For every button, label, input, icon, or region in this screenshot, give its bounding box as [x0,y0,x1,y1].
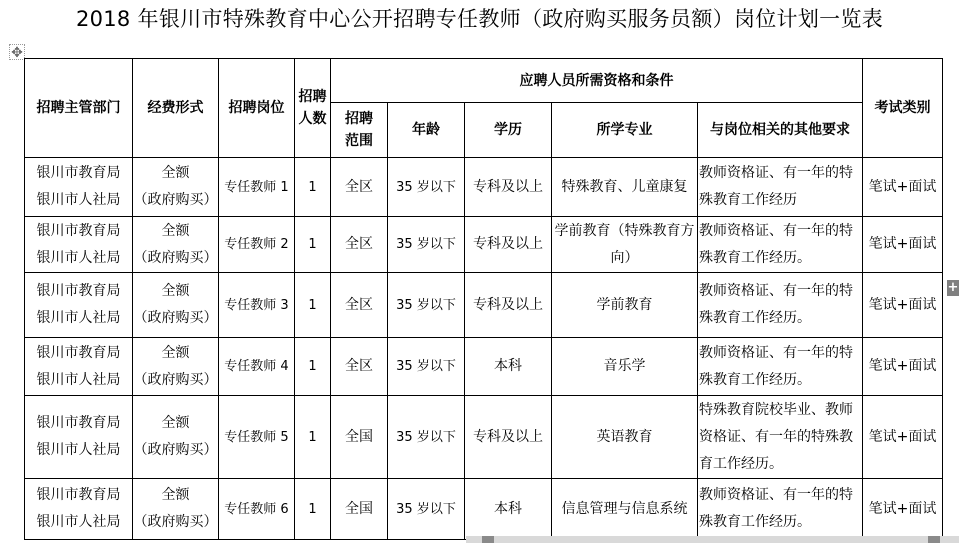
fund-line1: 全额 [161,222,190,239]
major-cell: 学前教育 [552,273,698,338]
dept-cell [25,273,133,338]
major-cell: 音乐学 [552,338,698,396]
edu-cell: 本科 [465,338,552,396]
other-cell: 教师资格证、有一年的特殊教育工作经历。 [698,217,863,273]
header-scope-line1: 招聘 [345,111,373,127]
horizontal-scrollbar[interactable] [466,536,959,543]
exam-cell: 笔试+面试 [863,479,943,540]
fund-line2: （政府购买） [133,192,218,208]
header-qualifications-group: 应聘人员所需资格和条件 [331,59,863,103]
recruitment-plan-table [24,58,943,540]
dept-line2: 银川市人社局 [36,310,121,326]
exam-cell: 笔试+面试 [863,158,943,217]
header-fund: 经费形式 [133,59,219,158]
count-cell: 1 [295,396,331,479]
age-cell: 35 岁以下 [388,217,465,273]
other-cell: 特殊教育院校毕业、教师资格证、有一年的特殊教育工作经历。 [698,396,863,479]
move-handle-icon[interactable]: ✥ [9,44,25,60]
table-row [25,273,943,338]
header-scope [331,103,388,158]
scope-cell: 全区 [331,338,388,396]
header-major: 所学专业 [552,103,698,158]
scope-cell: 全区 [331,158,388,217]
scope-cell: 全国 [331,396,388,479]
fund-line2: （政府购买） [133,249,218,266]
header-count [295,59,331,158]
fund-cell [133,396,219,479]
post-cell: 专任教师 6 [219,479,295,540]
scroll-right-handle[interactable] [928,536,940,543]
other-cell: 教师资格证、有一年的特殊教育工作经历 [698,158,863,217]
dept-cell [25,479,133,540]
exam-cell: 笔试+面试 [863,338,943,396]
fund-cell [133,273,219,338]
exam-cell: 笔试+面试 [863,396,943,479]
table-row [25,479,943,540]
fund-cell [133,158,219,217]
scope-cell: 全区 [331,273,388,338]
table-row [25,158,943,217]
dept-line1: 银川市教育局 [36,487,121,503]
table-row [25,396,943,479]
other-cell: 教师资格证、有一年的特殊教育工作经历。 [698,273,863,338]
fund-line1: 全额 [161,487,190,503]
dept-cell [25,158,133,217]
header-count-line2: 人数 [298,111,327,127]
header-row-1 [25,59,943,103]
dept-cell [25,217,133,273]
header-other: 与岗位相关的其他要求 [698,103,863,158]
fund-line1: 全额 [161,283,190,299]
major-cell: 信息管理与信息系统 [552,479,698,540]
count-cell: 1 [295,217,331,273]
post-cell: 专任教师 2 [219,217,295,273]
age-cell: 35 岁以下 [388,396,465,479]
dept-line1: 银川市教育局 [36,165,121,181]
table-row [25,338,943,396]
age-cell: 35 岁以下 [388,158,465,217]
header-edu: 学历 [465,103,552,158]
dept-line2: 银川市人社局 [36,192,121,208]
dept-line2: 银川市人社局 [36,442,121,458]
dept-line1: 银川市教育局 [36,415,121,431]
dept-line2: 银川市人社局 [36,249,121,266]
exam-cell: 笔试+面试 [863,273,943,338]
header-post: 招聘岗位 [219,59,295,158]
fund-line1: 全额 [161,415,190,431]
fund-cell [133,338,219,396]
count-cell: 1 [295,158,331,217]
header-age: 年龄 [388,103,465,158]
scope-cell: 全国 [331,479,388,540]
count-cell: 1 [295,479,331,540]
dept-cell [25,338,133,396]
header-dept: 招聘主管部门 [25,59,133,158]
fund-line2: （政府购买） [133,442,218,458]
header-count-line1: 招聘 [298,89,327,105]
edu-cell: 专科及以上 [465,273,552,338]
fund-line1: 全额 [161,165,190,181]
scope-cell: 全区 [331,217,388,273]
dept-line1: 银川市教育局 [36,283,121,299]
edu-cell: 本科 [465,479,552,540]
dept-cell [25,396,133,479]
fund-line2: （政府购买） [133,514,218,530]
major-cell: 英语教育 [552,396,698,479]
post-cell: 专任教师 5 [219,396,295,479]
fund-cell [133,217,219,273]
age-cell: 35 岁以下 [388,273,465,338]
dept-line2: 银川市人社局 [36,371,121,388]
count-cell: 1 [295,273,331,338]
post-cell: 专任教师 4 [219,338,295,396]
other-cell: 教师资格证、有一年的特殊教育工作经历。 [698,479,863,540]
fund-line2: （政府购买） [133,371,218,388]
count-cell: 1 [295,338,331,396]
post-cell: 专任教师 3 [219,273,295,338]
page-title: 2018 年银川市特殊教育中心公开招聘专任教师（政府购买服务员额）岗位计划一览表 [75,7,884,31]
fund-cell [133,479,219,540]
dept-line1: 银川市教育局 [36,222,121,239]
age-cell: 35 岁以下 [388,338,465,396]
table-row [25,217,943,273]
post-cell: 专任教师 1 [219,158,295,217]
scroll-left-handle[interactable] [482,536,494,543]
header-exam: 考试类别 [863,59,943,158]
fund-line2: （政府购买） [133,310,218,326]
header-scope-line2: 范围 [345,133,373,149]
other-cell: 教师资格证、有一年的特殊教育工作经历。 [698,338,863,396]
dept-line1: 银川市教育局 [36,344,121,361]
edu-cell: 专科及以上 [465,217,552,273]
major-cell: 学前教育（特殊教育方向） [552,217,698,273]
exam-cell: 笔试+面试 [863,217,943,273]
edu-cell: 专科及以上 [465,396,552,479]
age-cell: 35 岁以下 [388,479,465,540]
dept-line2: 银川市人社局 [36,514,121,530]
edu-cell: 专科及以上 [465,158,552,217]
add-row-icon[interactable]: + [947,280,959,295]
major-cell: 特殊教育、儿童康复 [552,158,698,217]
fund-line1: 全额 [161,344,190,361]
